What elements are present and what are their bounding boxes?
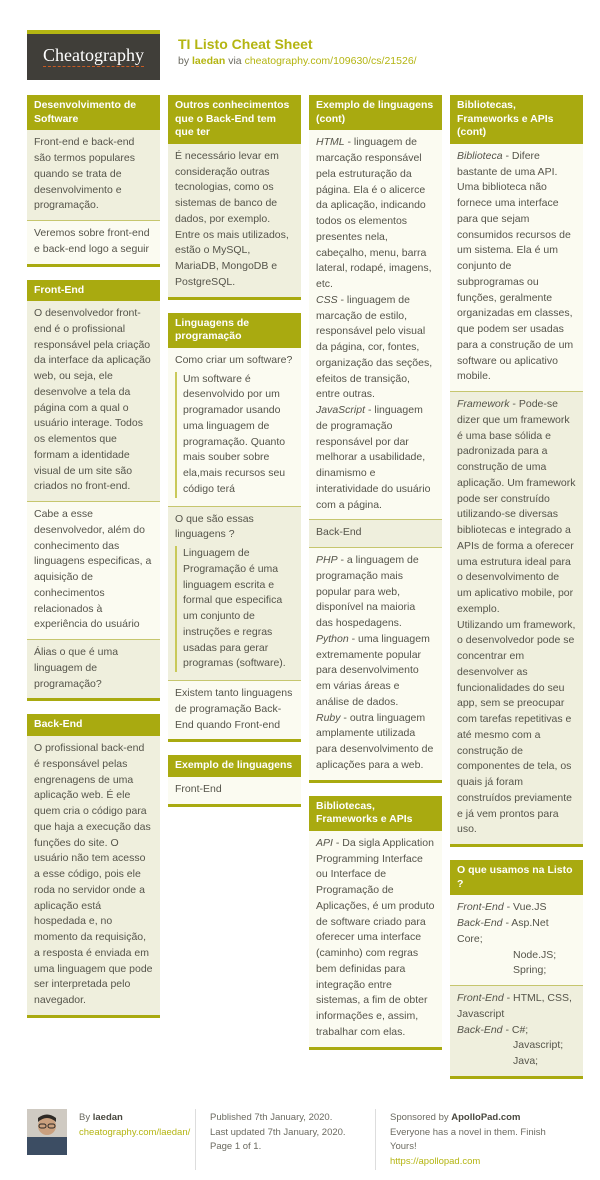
card-row — [450, 985, 583, 1076]
updated-date: Last updated 7th January, 2020. — [210, 1126, 346, 1138]
author-avatar[interactable] — [27, 1109, 67, 1155]
card-row — [309, 130, 442, 519]
sponsor-link[interactable]: https://apollopad.com — [390, 1156, 481, 1168]
term-label: API — [316, 836, 333, 849]
body-text: Spring; — [513, 964, 547, 977]
card — [168, 95, 301, 300]
body-text: Linguagem de Programação é uma linguagem escrita e formal que especifica um conjunto de instruções e regras usadas para gerar programas (software). — [175, 546, 294, 672]
body-text: Um software é desenvolvido por um programador usando uma linguagem de programação. Quanto mais souber sobre ela,mais recursos seu código terá — [175, 372, 294, 498]
card-title: Bibliotecas, Frameworks e APIs — [309, 796, 442, 831]
definition-text: Ruby - outra linguagem amplamente utilizada para desenvolvimento de aplicações para a web. — [316, 711, 434, 771]
definition-text: HTML - linguagem de marcação responsável pela estruturação da página. Ela é o alicerce da aplicação, indicando todos os elementos presentes nela, cabeçalho, menu, barra lateral, rodapé, imagens, etc. — [316, 136, 432, 291]
by-label: by — [178, 55, 190, 67]
via-label: via — [228, 55, 242, 67]
card-title: Front-End — [27, 280, 160, 302]
body-text: Javascript; — [513, 1039, 564, 1052]
definition-text: Front-End - HTML, CSS, Javascript — [457, 992, 572, 1020]
card-row — [27, 301, 160, 501]
card-row — [168, 777, 301, 804]
term-label: Back-End — [457, 917, 503, 930]
card-title: Outros conhecimentos que o Back-End tem que ter — [168, 95, 301, 144]
definition-text: Framework - Pode-se dizer que um framework é uma base sólida e padronizada para a construção de uma aplicação. Um framework pode ser construído utilizando-se diversas bibliotecas e integrado a APIs de forma a oferecer uma estrutura ideal para o desenvolvimento de um aplicativo mobile, por exemplo. — [457, 398, 576, 615]
source-link[interactable]: cheatography.com/109630/cs/21526/ — [244, 55, 417, 67]
card — [309, 95, 442, 783]
definition-text: Python - uma linguagem extremamente popular para desenvolvimento em várias áreas e análise de dados. — [316, 632, 430, 708]
sponsor-tagline-1: Everyone has a novel in them. Finish — [390, 1126, 546, 1138]
card — [450, 95, 583, 847]
card-row — [27, 736, 160, 1015]
page-footer — [27, 1109, 573, 1180]
body-text: Front-end e back-end são termos populares quando se trata de desenvolvimento e programação. — [34, 136, 135, 212]
term-label: Front-End — [457, 992, 504, 1005]
definition-text: Back-End - C#; — [457, 1023, 529, 1036]
term-label: Ruby — [316, 711, 341, 724]
body-text: Utilizando um framework, o desenvolvedor pode se concentrar em desenvolver as funcionalidades do seu app, sem se preocupar com tarefas repetitivas e até mesmo com a construção de componentes de tela, os quais já foram construídos previamente e já vem prontos para uso. — [457, 618, 576, 836]
card-row — [27, 639, 160, 698]
card — [168, 755, 301, 806]
card — [168, 313, 301, 743]
body-text: É necessário levar em consideração outras tecnologias, como os sistemas de banco de dados, por exemplo. Entre os mais utilizados, estão o MySQL, MariaDB, MongoDB e PostgreSQL. — [175, 149, 289, 288]
header-titles — [178, 30, 417, 67]
sponsor-tagline-2: Yours! — [390, 1141, 417, 1153]
page-title: TI Listo Cheat Sheet — [178, 36, 313, 52]
body-text: Veremos sobre front-end e back-end logo a seguir — [34, 227, 150, 255]
card-title: Linguagens de programação — [168, 313, 301, 348]
body-text: O desenvolvedor front-end é o profissional responsável pela criação da interface da aplicação web, ou seja, ele desenvolve a tela da página com a qual o usuário interage. Todos os elementos que formam a identidade visual de um site são criados no front-end. — [34, 307, 151, 493]
body-text: O que são essas linguagens ? — [175, 512, 254, 541]
page-header — [27, 30, 573, 80]
body-text: O profissional back-end é responsável pelas engrenagens de uma aplicação web. É ele quem cria o código para que haja a execução das funções do site. O usuário não tem acesso a esse código, pois ele roda no servidor onde a aplicação está hospedada e, no momento da requisição, a resposta é enviada em uma linguagem que pode ser interpretada pelo navegador. — [34, 742, 153, 1007]
term-label: PHP — [316, 554, 338, 567]
term-label: Front-End — [457, 901, 504, 914]
footer-author-name: laedan — [92, 1111, 123, 1123]
card — [450, 860, 583, 1079]
card — [27, 280, 160, 702]
card — [27, 95, 160, 267]
term-label: Biblioteca — [457, 149, 503, 162]
cheatography-logo[interactable] — [27, 30, 160, 80]
card-row — [450, 144, 583, 391]
body-text: Cabe a esse desenvolvedor, além do conhecimento das linguagens especificas, a aquisição de conhecimentos relacionados à experiência do usuário — [34, 508, 152, 631]
term-label: Framework — [457, 398, 510, 411]
body-text: Node.JS; — [513, 948, 557, 961]
card-title: Back-End — [27, 714, 160, 736]
body-text: Front-End — [175, 783, 222, 796]
definition-text: Front-End - Vue.JS — [457, 901, 547, 914]
logo-text: Cheatography — [43, 45, 144, 65]
column-4 — [450, 95, 583, 1079]
card-row — [168, 348, 301, 506]
column-2 — [168, 95, 301, 807]
byline — [178, 55, 417, 67]
footer-author-link[interactable]: cheatography.com/laedan/ — [79, 1126, 191, 1138]
card-row — [27, 501, 160, 639]
card-row — [450, 895, 583, 985]
term-label: JavaScript — [316, 404, 366, 417]
term-label: Python — [316, 632, 349, 645]
card-row — [27, 130, 160, 220]
body-text: Álias o que é uma linguagem de programação? — [34, 646, 119, 690]
column-3 — [309, 95, 442, 1050]
card-row — [450, 391, 583, 844]
definition-text: PHP - a linguagem de programação mais popular para web, disponível na maioria das hospedagens. — [316, 554, 419, 630]
body-text: Back-End — [316, 526, 362, 539]
footer-author — [27, 1109, 195, 1170]
sponsored-by: Sponsored by ApolloPad.com — [390, 1111, 521, 1123]
card — [27, 714, 160, 1017]
definition-text: Back-End - Asp.Net Core; — [457, 917, 549, 945]
card-row — [309, 547, 442, 780]
definition-text: CSS - linguagem de marcação de estilo, responsável pelo visual da página, cor, fontes, organização das seções, efeitos de transição, entre outras. — [316, 293, 433, 401]
term-label: Back-End — [457, 1023, 503, 1036]
author-link[interactable]: laedan — [192, 55, 226, 67]
page-count: Page 1 of 1. — [210, 1141, 262, 1153]
definition-text: Biblioteca - Difere bastante de uma API. Uma biblioteca não fornece uma interface para que sejam consumidos recursos de um sistema. Ela é um conjunto de subprogramas ou funções, geralmente organizadas em classes, que podem ser usadas para a construção de um software ou aplicativo mobile. — [457, 149, 574, 383]
card-title: Exemplo de linguagens — [168, 755, 301, 777]
column-1 — [27, 95, 160, 1018]
footer-by: By laedan — [79, 1111, 123, 1123]
definition-text: JavaScript - linguagem de programação responsável por dar melhorar a usabilidade, dinamismo e interatividade do usuário com a página. — [316, 404, 431, 511]
card-title: Bibliotecas, Frameworks e APIs (cont) — [450, 95, 583, 144]
card-row — [168, 506, 301, 681]
card-row — [27, 220, 160, 264]
body-text: Como criar um software? — [175, 353, 293, 366]
card-title: O que usamos na Listo ? — [450, 860, 583, 895]
published-date: Published 7th January, 2020. — [210, 1111, 333, 1123]
footer-sponsor — [375, 1109, 573, 1170]
card — [309, 796, 442, 1050]
term-label: CSS — [316, 293, 338, 306]
footer-meta — [195, 1109, 375, 1170]
body-text: Java; — [513, 1055, 539, 1068]
card-title: Exemplo de linguagens (cont) — [309, 95, 442, 130]
card-row — [309, 519, 442, 547]
card-row — [309, 831, 442, 1047]
card-row — [168, 144, 301, 297]
definition-text: API - Da sigla Application Programming Interface ou Interface de Programação de Aplicações, é um produto de software criado para oferecer uma interface (caminho) com regras bem definidas para integração entre sistemas, a fim de obter informações e, assim, trabalhar com elas. — [316, 836, 435, 1038]
sponsor-name: ApolloPad.com — [451, 1111, 521, 1123]
card-row — [168, 680, 301, 739]
columns — [27, 95, 576, 1079]
term-label: HTML — [316, 136, 345, 149]
body-text: Existem tanto linguagens de programação Back-End quando Front-end — [175, 687, 293, 731]
card-title: Desenvolvimento de Software — [27, 95, 160, 130]
